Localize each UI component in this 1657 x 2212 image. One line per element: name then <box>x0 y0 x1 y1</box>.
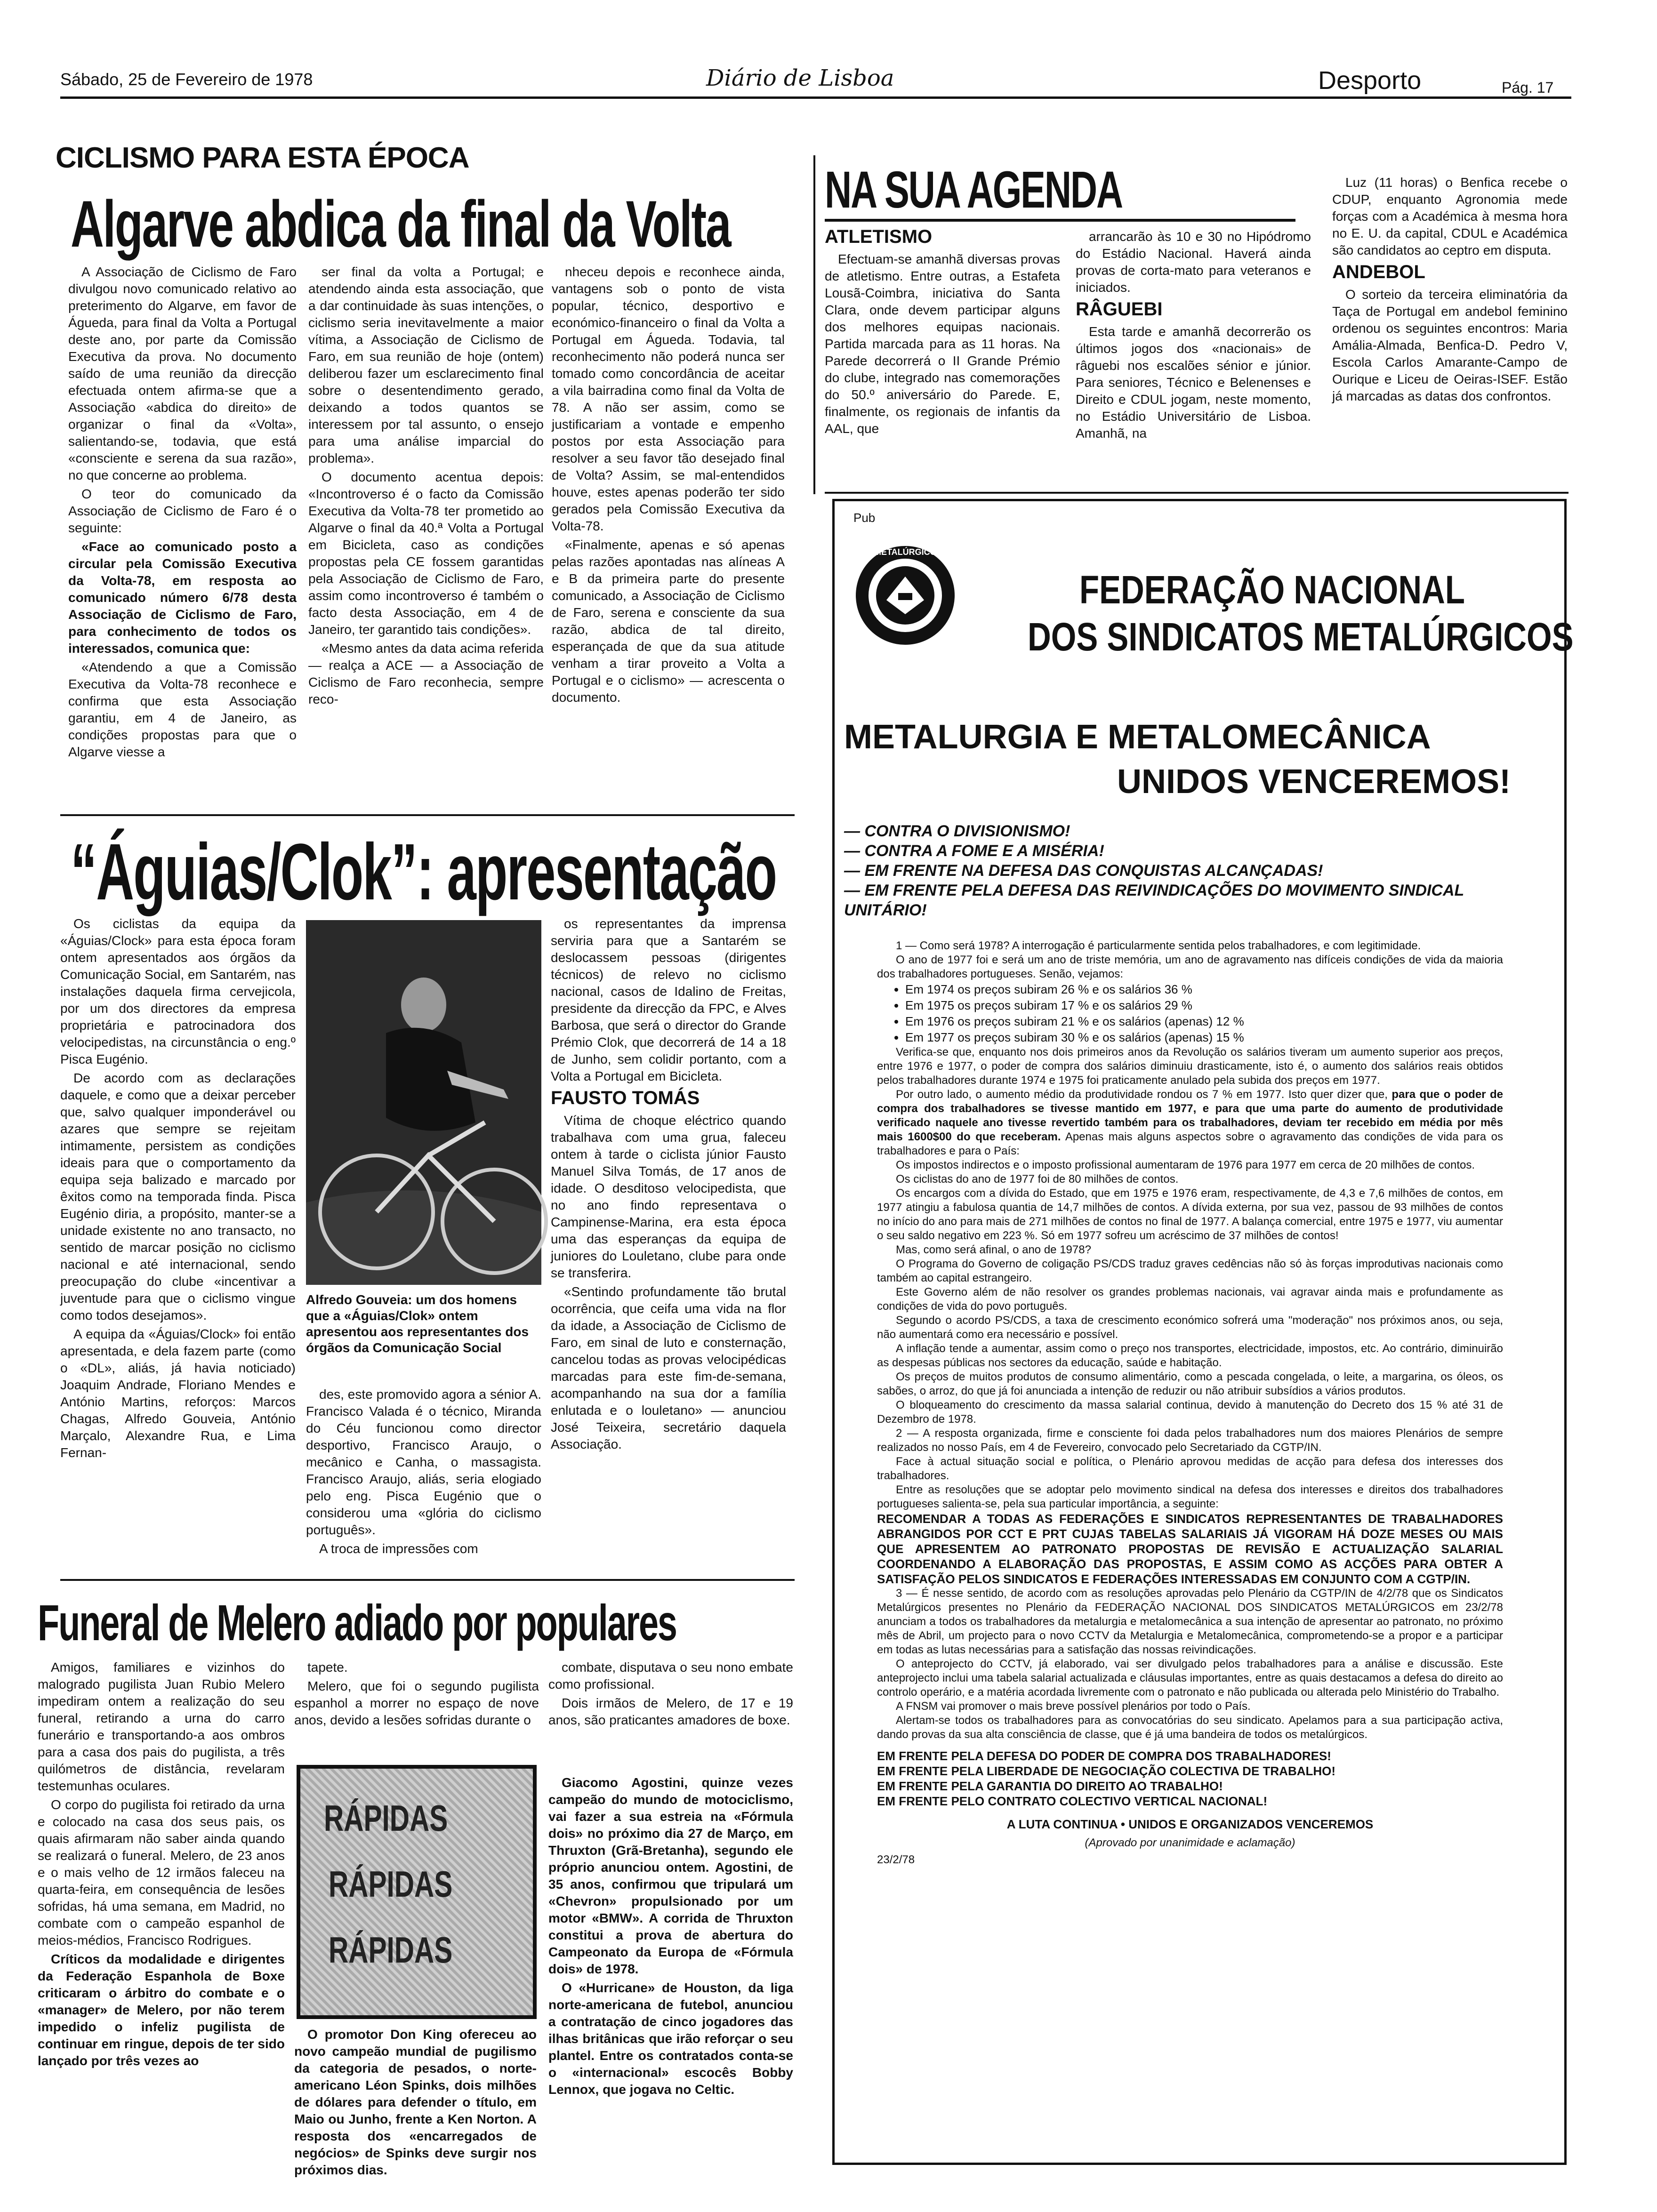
agenda-title: NA SUA AGENDA <box>825 161 1122 219</box>
aguias-para: A equipa da «Águias/Clock» foi então apresentada, e dela fazem parte (como o «DL», aliás, já havia noticiado) Joaquim Andrade, Floriano Mendes e António Martins, reforços: Marcos Chagas, Alfredo Gouveia, António Marçalo, Alexandre Rua, e Lima Fernan- <box>60 1327 299 1460</box>
subhead-andebol: ANDEBOL <box>1332 262 1425 282</box>
cycling-col-3 <box>552 264 788 809</box>
ad-price-item: • Em 1977 os preços subiram 30 % e os salários (apenas) 15 % <box>905 1029 1503 1045</box>
agenda-para: arrancarão às 10 e 30 no Hipódromo do Estádio Nacional. Haverá ainda provas de corta-mato para veteranos e iniciados. <box>1076 229 1315 295</box>
ad-para: Face à actual situação social e política, o Plenário aprovou medidas de acção para defesa dos interesses dos trabalhadores. <box>877 1455 1503 1482</box>
ad-bold: para que o poder de compra dos trabalhadores se tivesse mantido em 1977, e para que uma parte do aumento de produtividade verificado naquele ano tivesse revertido também para os trabalhadores, deviam ter recebido em média por mês mais 1600$00 do que receberam. <box>877 1088 1504 1143</box>
rapidas-para: O promotor Don King ofereceu ao novo campeão mundial de pugilismo da categoria de pesados, o norte-americano Léon Spinks, dois milhões de dólares para defender o título, em Maio ou Junho, frente a Ken Norton. A resposta dos «encarregados de negócios» de Spinks deve surgir nos próximos dias. <box>294 2027 540 2177</box>
cycling-col-2 <box>308 264 547 809</box>
logo-text: METALÚRGICOS <box>874 547 942 557</box>
ad-span: Por outro lado, o aumento médio da produtividade rondou os 7 % em 1977. Isto quer dizer que, <box>896 1088 1388 1101</box>
rapidas-label: RÁPIDAS <box>329 1929 453 1971</box>
rapidas-para: Giacomo Agostini, quinze vezes campeão do mundo de motociclismo, vai fazer a sua estreia na «Fórmula dois» no próximo dia 27 de Março, em Thruxton (Grã-Bretanha), segundo ele próprio anunciou ontem. Agostini, de 35 anos, confirmou que tripulará um «Chevron» propulsionado por um motor «BMW». A corrida de Thruxton constitui a prova de abertura do Campeonato da Europa de «Fórmula dois» de 1978. <box>548 1775 797 1976</box>
subhead-raguebi: RÂGUEBI <box>1076 299 1163 320</box>
melero-col-2 <box>294 1659 543 1760</box>
ad-slogan-1: METALURGIA E METALOMECÂNICA <box>844 718 1431 756</box>
rapidas-box <box>297 1765 537 2019</box>
cycling-para: «Finalmente, apenas e só apenas pelas razões apontadas nas alíneas A e B da primeira parte do presente comunicado, a Associação de Ciclismo de Faro, serena e consciente da sua razão, abdica de tal direito, esperançada de que da sua atitude venham a tirar proveito a Volta a Portugal e o ciclismo» — acrescenta o documento. <box>552 537 788 705</box>
rapidas-col-3 <box>548 1774 797 2196</box>
melero-col-3 <box>548 1659 797 1763</box>
ad-closing-line: EM FRENTE PELA GARANTIA DO DIREITO AO TRABALHO! <box>877 1779 1223 1793</box>
ad-para: 3 — É nesse sentido, de acordo com as resoluções aprovadas pelo Plenário da CGTP/IN de 4/2/78 que os Sindicatos Metalúrgicos presentes no Plenário da FEDERAÇÃO NACIONAL DOS SINDICATOS METALÚRGICOS em 23/2/78 anunciam a todos os trabalhadores da metalurgia e metalomecânica a sua intenção de apresentar ao patronato, no próximo mês de Abril, um projecto para o novo CCTV da Metalurgia e Metalomecânica, comprometendo-se a propor e a participar em todas as lutas necessárias para a satisfação das nossas reivindicações. <box>877 1587 1503 1656</box>
melero-para: Críticos da modalidade e dirigentes da Federação Espanhola de Boxe criticaram o árbitro do combate e o «manager» de Melero, por não terem impedido o infeliz pugilista de continuar em ringue, depois de ter sido lançado por três vezes ao <box>38 1952 289 2068</box>
aguias-col-2 <box>306 1386 545 1574</box>
cycling-bottom-rule <box>60 814 795 816</box>
aguias-para: os representantes da imprensa serviria para que a Santarém se deslocassem pessoas (dirigentes técnicos) de relevo no ciclismo nacional, casos de Idalino de Freitas, presidente da direcção da FPC, e Alves Barbosa, que será o director do Grande Prémio Clok, que decorrerá de 14 a 18 de Junho, sem colidir portanto, com a Volta a Portugal em Bicicleta. <box>551 916 790 1083</box>
ad-bullets <box>844 821 1550 920</box>
union-advertisement <box>832 499 1574 2165</box>
ad-para: RECOMENDAR A TODAS AS FEDERAÇÕES E SINDICATOS REPRESENTANTES DE TRABALHADORES ABRANGIDOS POR CCT E PRT CUJAS TABELAS SALARIAIS JÁ VIGORAM HÁ DOZE MESES OU MAIS QUE APRESENTEM AO PATRONATO PROPOSTAS DE REVISÃO E ACTUALIZAÇÃO SALARIAL COORDENANDO A ELABORAÇÃO DAS PROPOSTAS, E ASSIM COMO AS ACÇÕES PARA OBTER A SATISFAÇÃO PELOS SINDICATOS E FEDERAÇÕES INTERESSADAS EM CONJUNTO COM A CGTP/IN. <box>877 1512 1503 1586</box>
ad-title-1: FEDERAÇÃO NACIONAL <box>1079 568 1465 612</box>
ad-bullet: — CONTRA O DIVISIONISMO! <box>844 822 1070 840</box>
photo-caption: Alfredo Gouveia: um dos homens que a «Águias/Clok» ontem apresentou aos representantes dos órgãos da Comunicação Social <box>306 1292 529 1355</box>
ad-closing-line: EM FRENTE PELA LIBERDADE DE NEGOCIAÇÃO COLECTIVA DE TRABALHO! <box>877 1764 1336 1778</box>
ad-para: Alertam-se todos os trabalhadores para as convocatórias do seu sindicato. Apelamos para a sua participação activa, dando provas da sua alta consciência de classe, que é já uma bandeira de todos os metalúrgicos. <box>877 1714 1503 1741</box>
ad-para: 2 — A resposta organizada, firme e consciente foi dada pelos trabalhadores num dos maiores Plenários de sempre realizados no nosso País, em 4 de Fevereiro, convocado pelo Secretariado da CGTP/IN. <box>877 1427 1503 1454</box>
cycling-kicker: CICLISMO PARA ESTA ÉPOCA <box>56 142 469 174</box>
aguias-col-1 <box>60 915 299 1572</box>
melero-para: Dois irmãos de Melero, de 17 e 19 anos, são praticantes amadores de boxe. <box>548 1696 797 1727</box>
ad-closing-line: EM FRENTE PELO CONTRATO COLECTIVO VERTICAL NACIONAL! <box>877 1794 1268 1808</box>
ad-para: Os ciclistas do ano de 1977 foi de 80 milhões de contos. <box>896 1173 1179 1186</box>
ad-para: O bloqueamento do crescimento da massa salarial continua, devido à manutenção do Decreto dos 15 % até 31 de Dezembro de 1978. <box>877 1399 1503 1426</box>
ad-para <box>877 1088 1503 1158</box>
melero-para: O corpo do pugilista foi retirado da urna e colocado na casa dos seus pais, os quais afirmaram não saber ainda quando se realizará o funeral. Melero, de 23 anos e o mais velho de 12 irmãos faleceu na quarta-feira, em consequência de lesões sofridas, há uma semana, em Madrid, no combate com o campeão espanhol de meios-médios, Francisco Rodrigues. <box>38 1797 289 1948</box>
ad-bullet: — EM FRENTE PELA DEFESA DAS REIVINDICAÇÕES DO MOVIMENTO SINDICAL UNITÁRIO! <box>844 882 1464 919</box>
agenda-col-2 <box>1076 228 1315 492</box>
masthead-date: Sábado, 25 de Fevereiro de 1978 <box>60 70 313 89</box>
aguias-headline: “Águias/Clok”: apresentação <box>71 827 777 917</box>
ad-para: O ano de 1977 foi e será um ano de triste memória, um ano de agravamento nas difíceis condições de vida da maioria dos trabalhadores portugueses. Senão, vejamos: <box>877 954 1503 980</box>
ad-para: A inflação tende a aumentar, assim como o preço nos transportes, electricidade, impostos, etc. Ao contrário, diminuirão as despesas públicas nos sectores da educação, saúde e habitação. <box>877 1342 1503 1369</box>
cyclist-photo-drawing <box>306 920 541 1285</box>
ad-date: 23/2/78 <box>877 1853 915 1866</box>
melero-para: Melero, que foi o segundo pugilista espanhol a morrer no espaço de nove anos, devido a lesões sofridas durante o <box>294 1679 543 1727</box>
ad-para: Entre as resoluções que se adoptar pelo movimento sindical na defesa dos interesses e direitos dos trabalhadores portugueses salienta-se, pela sua particular importância, a seguinte: <box>877 1483 1503 1510</box>
cycling-para: nheceu depois e reconhece ainda, vantagens sob o ponto de vista popular, técnico, desportivo e económico-financeiro o final da Volta a Portugal em Águeda. Todavia, tal reconhecimento não poderá nunca ser tomado como concordância de aceitar a vila bairradina como final da Volta de 78. A não ser assim, como se justificariam a vontade e empenho postos por esta Associação para resolver a seu favor tão desejado final de Volta? Assim, se mal-entendidos houve, estes apenas poderão ter sido gerados pela Comissão Executiva da Volta-78. <box>552 264 788 533</box>
aguias-para: A troca de impressões com <box>319 1541 478 1556</box>
cycling-headline: Algarve abdica da final da Volta <box>71 187 731 261</box>
ad-para: O anteprojecto do CCTV, já elaborado, vai ser divulgado pelos trabalhadores para a análise e discussão. Este anteprojecto inclui uma tabela salarial actualizada e cláusulas importantes, entre as quais destacamos a defesa do direito ao controlo operário, e a matéria acordada livremente com o patronato e não publicada ou alterada pelo Ministério do Trabalho. <box>877 1658 1503 1699</box>
cycling-para: A Associação de Ciclismo de Faro divulgou novo comunicado relativo ao preterimento do Algarve, em favor de Águeda, para final da Volta a Portugal deste ano, por parte da Comissão Executiva da prova. No documento saído de uma reunião da direcção efectuada ontem afirma-se que a Associação «abdica do direito» de organizar o final da «Volta», salientando-se, todavia, que está «consciente e serena da sua razão», no que concerne ao problema. <box>68 264 300 482</box>
aguias-col-3 <box>551 915 790 1574</box>
masthead-paper: Diário de Lisboa <box>706 65 894 91</box>
melero-para: tapete. <box>307 1660 348 1675</box>
ad-span: Apenas mais alguns aspectos sobre o agravamento das condições de vida para os trabalhadores e para o País: <box>877 1130 1503 1157</box>
union-logo-drawing <box>853 544 957 647</box>
ad-para: Mas, como será afinal, o ano de 1978? <box>896 1243 1091 1256</box>
rapidas-label: RÁPIDAS <box>324 1797 448 1839</box>
agenda-para: Esta tarde e amanhã decorrerão os últimos jogos dos «nacionais» de râguebi nos escalões sénior e júnior. Para seniores, Técnico e Belenenses e Direito e CDUL jogam, neste momento, no Estádio Universitário de Lisboa. Amanhã, na <box>1076 324 1315 441</box>
aguias-bottom-rule <box>60 1579 795 1581</box>
agenda-para: O sorteio da terceira eliminatória da Taça de Portugal em andebol feminino ordenou os seguintes encontros: Maria Amália-Almada, Benfica-D. Pedro V, Escola Carlos Amarante-Campo de Ourique e Liceu de Oeiras-ISEF. Estão já marcadas as datas dos confrontos. <box>1332 287 1571 403</box>
agenda-para: Luz (11 horas) o Benfica recebe o CDUP, enquanto Agronomia mede forças com a Académica à mesma hora no E. U. da capital, CDUL e Académica são candidatos ao ceptro em disputa. <box>1332 175 1571 257</box>
melero-para: combate, disputava o seu nono embate como profissional. <box>548 1660 797 1691</box>
melero-para: Amigos, familiares e vizinhos do malogrado pugilista Juan Rubio Melero impediram ontem a realização do seu funeral, retirando a urna do carro funerário e transportando-a aos ombros para a casa dos pais do pugilista, a três quilómetros de distância, revelaram testemunhas oculares. <box>38 1660 289 1793</box>
ad-para: Verifica-se que, enquanto nos dois primeiros anos da Revolução os salários tiveram um aumento superior aos preços, entre 1976 e 1977, o poder de compra dos salários diminuiu drasticamente, isto é, o aumento dos salários reais obtidos pelos trabalhadores durante 1974 e 1975 foi praticamente anulado pela subida dos preços em 1977. <box>877 1046 1503 1087</box>
column-divider <box>813 155 815 494</box>
subhead-fausto: FAUSTO TOMÁS <box>551 1088 700 1108</box>
ad-motto: A LUTA CONTINUA • UNIDOS E ORGANIZADOS VENCEREMOS <box>1006 1817 1374 1831</box>
agenda-col-3 <box>1332 174 1571 489</box>
agenda-para: Efectuam-se amanhã diversas provas de atletismo. Entre outras, a Estafeta Lousã-Coimbra, iniciativa do Santa Clara, onde devem participar alguns dos melhores equipas nacionais. Partida marcada para as 11 horas. Na Parede decorrerá o II Grande Prémio do clube, integrado nas comemorações do 50.º aniversário do Parede. E, finalmente, os regionais de infantis da AAL, que <box>825 252 1064 436</box>
melero-col-1 <box>38 1659 289 2196</box>
subhead-atletismo: ATLETISMO <box>825 226 933 247</box>
masthead-rule <box>60 96 1571 99</box>
ad-para: Os encargos com a dívida do Estado, que em 1975 e 1976 eram, respectivamente, de 4,3 e 7,6 milhões de contos, em 1977 atingiu a fabulosa quantia de 14,7 milhões de contos. A dívida externa, por sua vez, passou de 93 milhões de contos no início do ano para mais de 271 milhões de contos no final de 1977. A balança comercial, entre 1975 e 1977, viu aumentar o seu saldo negativo em 223 %. Só em 1977 sofreu um acréscimo de 37 milhões de contos! <box>877 1187 1503 1242</box>
melero-headline: Funeral de Melero adiado por populares <box>38 1594 676 1651</box>
ad-para: Os impostos indirectos e o imposto profissional aumentaram de 1976 para 1977 em cerca de 20 milhões de contos. <box>896 1159 1475 1171</box>
cycling-col-1 <box>68 264 300 809</box>
ad-title-2: DOS SINDICATOS METALÚRGICOS <box>1028 615 1574 659</box>
ad-price-item: • Em 1974 os preços subiram 26 % e os salários 36 % <box>905 981 1503 997</box>
rapidas-col-2 <box>294 2026 540 2196</box>
rapidas-label: RÁPIDAS <box>329 1863 453 1905</box>
aguias-para: des, este promovido agora a sénior A. Francisco Valada é o técnico, Miranda do Céu funcionou como director desportivo, Francisco Araujo, o mecânico e Canha, o massagista. Francisco Araujo, aliás, seria elogiado pelo eng. Pisca Eugénio que o considerou uma «glória do ciclismo português». <box>306 1387 545 1537</box>
ad-para: Segundo o acordo PS/CDS, a taxa de crescimento económico sofrerá uma "moderação" nos próximos anos, ou seja, não aumentará como era necessário e possível. <box>877 1314 1503 1341</box>
fausto-para: Vítima de choque eléctrico quando trabalhava com uma grua, faleceu ontem à tarde o ciclista júnior Fausto Manuel Silva Tomás, de 17 anos de idade. O desditoso velocipedista, que no ano findo representava o Campinense-Marina, era esta época uma das esperanças da equipa de juniores do Louletano, clube para onde se transferira. <box>551 1113 790 1280</box>
ad-bullet: — CONTRA A FOME E A MISÉRIA! <box>844 842 1104 860</box>
cyclist-photo <box>306 920 541 1285</box>
cycling-para: «Face ao comunicado posto a circular pela Comissão Executiva da Volta-78, em resposta ao comunicado número 6/78 desta Associação de Ciclismo de Faro, para conhecimento de todos os interessados, comunica que: <box>68 539 300 656</box>
aguias-para: De acordo com as declarações daquele, e como que a deixar perceber que, salvo qualquer imponderável ou azares que sempre se rejeitam intimamente, persistem as condições ideais para que o comportamento da equipa seja balizado e marcado por êxitos como na temporada finda. Pisca Eugénio diria, a propósito, manter-se a unidade existente no ano transacto, no sentido de marcar posição no ciclismo nacional e até internacional, sendo preocupação do clube «incentivar a juventude para que o ciclismo vingue como todos desejamos». <box>60 1071 299 1322</box>
section-title: Desporto <box>1318 66 1422 95</box>
cycling-para: O teor do comunicado da Associação de Ciclismo de Faro é o seguinte: <box>68 487 300 535</box>
agenda-rule <box>825 219 1295 222</box>
ad-price-item: • Em 1975 os preços subiram 17 % e os salários 29 % <box>905 997 1503 1013</box>
cycling-para: O documento acentua depois: «Incontroverso é o facto da Comissão Executiva da Volta-78 ter prometido ao Algarve o final da 40.ª Volta a Portugal em Bicicleta, caso as condições propostas pela CE fossem garantidas pela Associação de Ciclismo de Faro, assim como incontroverso é também o facto desta Associação, em 4 de Janeiro, ter garantido tais condições». <box>308 470 547 637</box>
pub-label: Pub <box>853 511 876 525</box>
agenda-col-1 <box>825 224 1064 492</box>
ad-para: Este Governo além de não resolver os grandes problemas nacionais, vai agravar ainda mais e profundamente as condições de vida do povo português. <box>877 1286 1503 1313</box>
ad-para: A FNSM vai promover o mais breve possível plenários por todo o País. <box>896 1700 1251 1713</box>
ad-bullet: — EM FRENTE NA DEFESA DAS CONQUISTAS ALCANÇADAS! <box>844 862 1323 880</box>
ad-closing <box>877 1748 1503 1809</box>
aguias-para: Os ciclistas da equipa da «Águias/Clock» para esta época foram ontem apresentados aos órgãos da Comunicação Social, em Santarém, nas instalações daquela firma cervejicola, por um dos directores da empresa proprietária e patrocinadora dos velocipedistas, na circunstância o eng.º Pisca Eugénio. <box>60 916 299 1066</box>
ad-approved: (Aprovado por unanimidade e aclamação) <box>1085 1836 1295 1849</box>
ad-closing-line: EM FRENTE PELA DEFESA DO PODER DE COMPRA DOS TRABALHADORES! <box>877 1749 1331 1763</box>
ad-para: O Programa do Governo de coligação PS/CDS traduz graves cedências não só às forças improdutivas nacionais como também ao capital estrangeiro. <box>877 1258 1503 1284</box>
ad-para: 1 — Como será 1978? A interrogação é particularmente sentida pelos trabalhadores, e com legitimidade. <box>896 939 1421 952</box>
rapidas-para: O «Hurricane» de Houston, da liga norte-americana de futebol, anunciou a contratação de cinco jogadores das ilhas britânicas que irão reforçar o seu plantel. Entre os contratados conta-se o «internacional» escocês Bobby Lennox, que jogava no Celtic. <box>548 1980 797 2097</box>
ad-price-list <box>877 981 1503 1045</box>
cycling-para: ser final da volta a Portugal; e atendendo ainda esta associação, que a dar continuidade às suas intenções, o ciclismo seria inevitavelmente a maior vítima, a Associação de Ciclismo de Faro, em sua reunião de hoje (ontem) deliberou fazer um esclarecimento final sobre o desentendimento gerado, deixando a todos quantos se interessem por tal assunto, o ensejo para uma análise imparcial do problema». <box>308 264 547 465</box>
agenda-bottom-rule <box>825 492 1569 494</box>
fausto-para: «Sentindo profundamente tão brutal ocorrência, que ceifa uma vida na flor da idade, a Associação de Ciclismo de Faro, em sinal de luto e consternação, cancelou todas as provas velocipédicas marcadas para este fim-de-semana, acompanhando na sua dor a família enlutada e o louletano» — anunciou José Teixeira, secretário daquela Associação. <box>551 1284 790 1451</box>
union-logo <box>853 544 957 647</box>
ad-para: Os preços de muitos produtos de consumo alimentário, como a pescada congelada, o leite, a margarina, os óleos, os sabões, o arroz, do que já foi anunciada a intenção de reduzir ou não atribuir subsídios a vários produtos. <box>877 1370 1503 1397</box>
ad-slogan-2: UNIDOS VENCEREMOS! <box>1117 763 1511 801</box>
cycling-para: «Atendendo a que a Comissão Executiva da Volta-78 reconhece e confirma que esta Associação garantiu, em 4 de Janeiro, as condições propostas para que o Algarve viesse a <box>68 660 300 759</box>
page-number: Pág. 17 <box>1502 79 1554 96</box>
cycling-para: «Mesmo antes da data acima referida — realça a ACE — a Associação de Ciclismo de Faro reconhecia, sempre reco- <box>308 641 547 706</box>
ad-price-item: • Em 1976 os preços subiram 21 % e os salários (apenas) 12 % <box>905 1013 1503 1029</box>
ad-body <box>877 939 1503 2045</box>
